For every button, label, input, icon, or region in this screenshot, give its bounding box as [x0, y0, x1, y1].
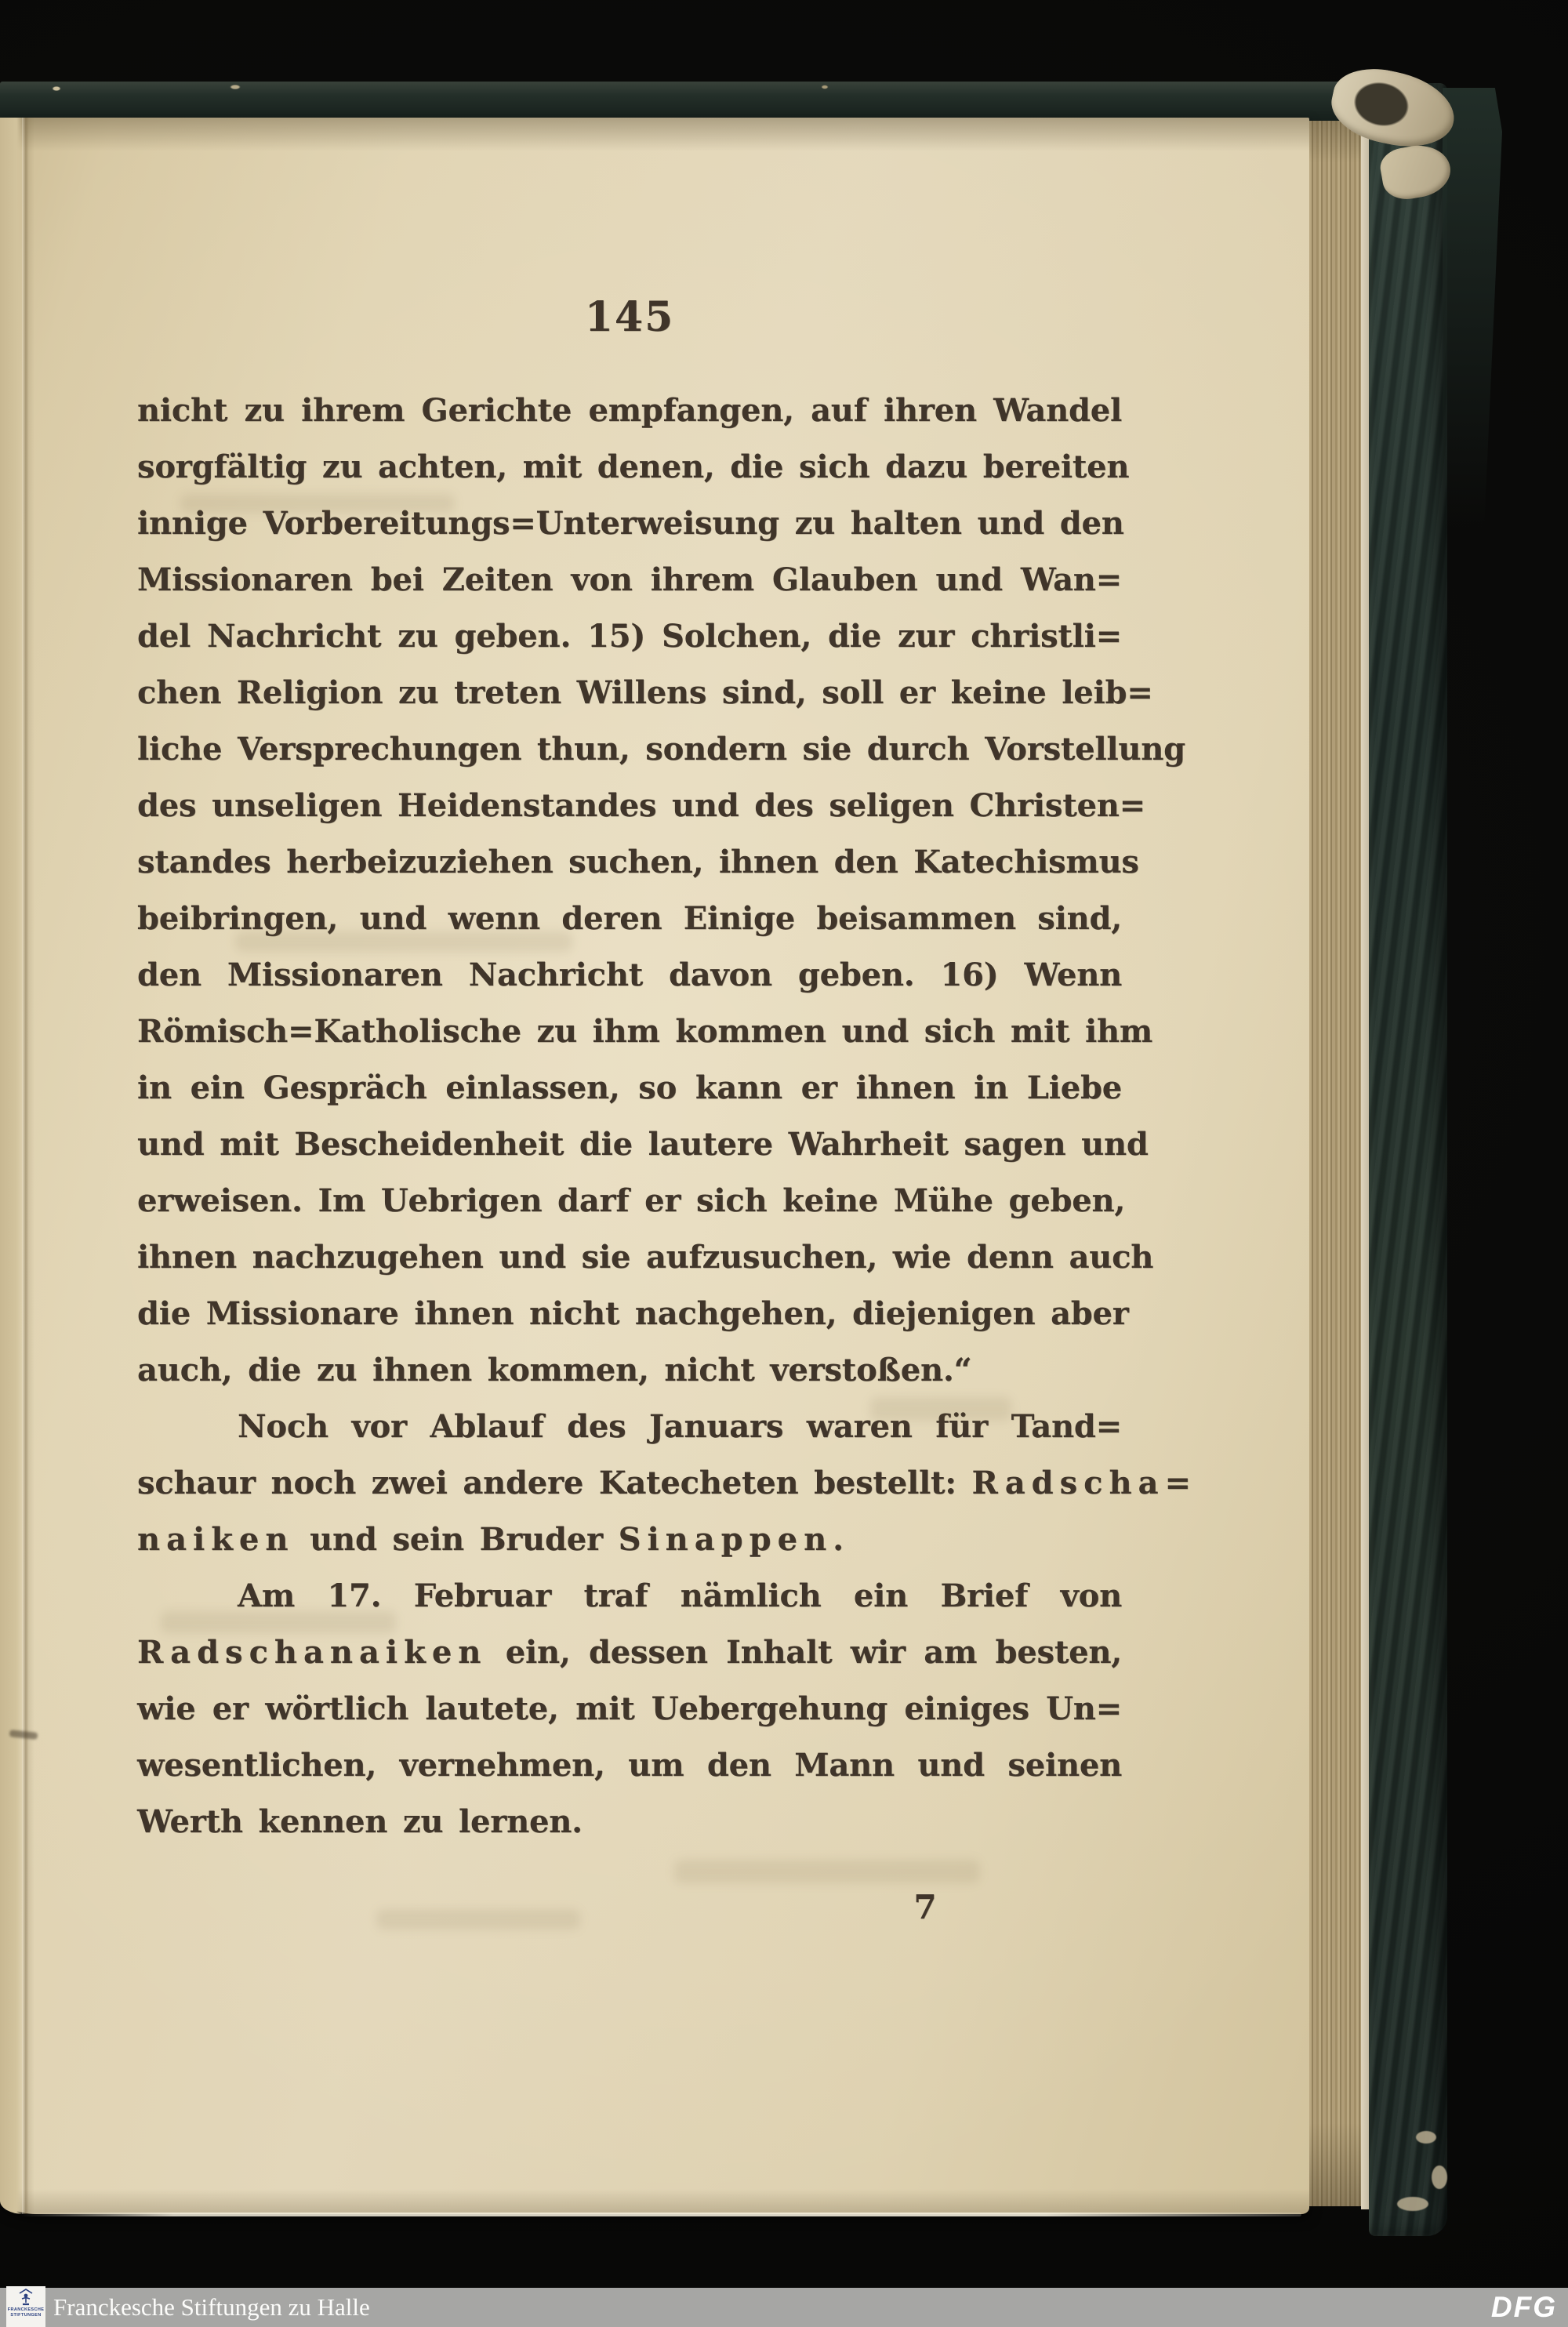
text-line [137, 383, 1122, 439]
text-segment: ihnen nachzugehen und sie aufzusuchen, wie denn auch [137, 1239, 1154, 1276]
dfg-logo: DFG [1490, 2291, 1557, 2323]
show-through-smudge [161, 1611, 396, 1633]
text-segment: standes herbeizuziehen suchen, ihnen den Katechismus [137, 844, 1139, 880]
text-line [137, 439, 1130, 496]
show-through-smudge [376, 1909, 580, 1929]
text-line [137, 947, 1122, 1004]
text-segment: die Missionare ihnen nicht nachgehen, diejenigen aber [137, 1295, 1129, 1332]
letterspaced-name: naiken [137, 1521, 295, 1558]
text-line [137, 721, 1185, 778]
book-cover-top-edge [0, 82, 1386, 121]
text-segment: wie er wörtlich lautete, mit Uebergehung einiges Un= [137, 1690, 1122, 1727]
text-segment: Noch vor Ablauf des Januars waren für Tand= [238, 1408, 1122, 1445]
text-line [137, 1512, 1122, 1568]
binding-scuff [1397, 2197, 1428, 2211]
letterspaced-name: Radscha= [971, 1465, 1197, 1501]
text-segment: sorgfältig zu achten, mit denen, die sich dazu bereiten [137, 448, 1130, 485]
text-line [137, 1229, 1154, 1286]
text-segment: beibringen, und wenn deren Einige beisammen sind, [137, 900, 1122, 937]
text-line [137, 665, 1153, 721]
text-line [137, 1173, 1126, 1229]
show-through-smudge [235, 931, 572, 952]
text-segment: des unseligen Heidenstandes und des seligen Christen= [137, 787, 1145, 824]
institution-label: Franckesche Stiftungen zu Halle [53, 2293, 370, 2321]
text-segment: schaur noch zwei andere Katecheten bestellt: [137, 1465, 972, 1501]
text-segment: Werth kennen zu lernen. [137, 1803, 583, 1840]
show-through-smudge [870, 1397, 1011, 1421]
text-segment: chen Religion zu treten Willens sind, soll er keine leib= [137, 674, 1153, 711]
institution-logo [6, 2286, 45, 2327]
text-segment: liche Versprechungen thun, sondern sie durch Vorstellung [137, 731, 1185, 768]
show-through-smudge [674, 1860, 980, 1883]
text-line [137, 608, 1122, 665]
text-line [137, 1286, 1129, 1342]
signature-mark: 7 [913, 1888, 937, 1926]
text-line [137, 1342, 1122, 1399]
text-line [137, 778, 1145, 834]
logo-caption-line1: FRANCKESCHE [7, 2307, 45, 2312]
text-segment: ein, dessen Inhalt wir am besten, [487, 1634, 1122, 1671]
text-line [137, 834, 1139, 891]
text-segment: und sein Bruder [294, 1521, 619, 1558]
binding-scuff [1416, 2131, 1436, 2144]
text-segment: nicht zu ihrem Gerichte empfangen, auf ihren Wandel [137, 392, 1122, 429]
book-page [0, 118, 1309, 2214]
text-segment: in ein Gespräch einlassen, so kann er ihnen in Liebe [137, 1069, 1122, 1106]
text-line [137, 1455, 1197, 1512]
page-gutter-edge [0, 118, 24, 2214]
letterspaced-name: Sinappen. [618, 1521, 851, 1558]
text-segment: und mit Bescheidenheit die lautere Wahrheit sagen und [137, 1126, 1149, 1163]
book-binding [1369, 83, 1447, 2236]
francke-foundations-icon [16, 2289, 35, 2306]
page-edge-stack [1309, 121, 1361, 2206]
text-line [137, 1004, 1152, 1060]
text-segment: den Missionaren Nachricht davon geben. 16) Wenn [137, 957, 1122, 993]
text-segment: Römisch=Katholische zu ihm kommen und sich mit ihm [137, 1013, 1152, 1050]
text-line [137, 1794, 1122, 1850]
text-segment: innige Vorbereitungs=Unterweisung zu halten und den [137, 505, 1124, 542]
page-number: 145 [584, 293, 675, 341]
text-segment: auch, die zu ihnen kommen, nicht verstoßen.“ [137, 1352, 972, 1389]
binding-scuff [1432, 2165, 1447, 2189]
text-segment: Missionaren bei Zeiten von ihrem Glauben und Wan= [137, 561, 1122, 598]
page-gutter-crease [22, 118, 34, 2214]
letterspaced-name: Radschanaiken [137, 1634, 488, 1671]
show-through-smudge [180, 494, 455, 513]
text-segment: Am 17. Februar traf nämlich ein Brief von [238, 1577, 1122, 1614]
logo-caption-line2: STIFTUNGEN [10, 2312, 42, 2318]
text-segment: del Nachricht zu geben. 15) Solchen, die zur christli= [137, 618, 1122, 655]
page-edge-highlight [1361, 118, 1369, 2209]
text-segment: erweisen. Im Uebrigen darf er sich keine Mühe geben, [137, 1182, 1126, 1219]
text-line [137, 1060, 1122, 1116]
text-segment: wesentlichen, vernehmen, um den Mann und seinen [137, 1747, 1122, 1784]
text-line [137, 1116, 1149, 1173]
text-line [137, 1737, 1122, 1794]
book-cover-corner [1443, 88, 1502, 527]
text-line [137, 1681, 1122, 1737]
text-line [137, 552, 1122, 608]
